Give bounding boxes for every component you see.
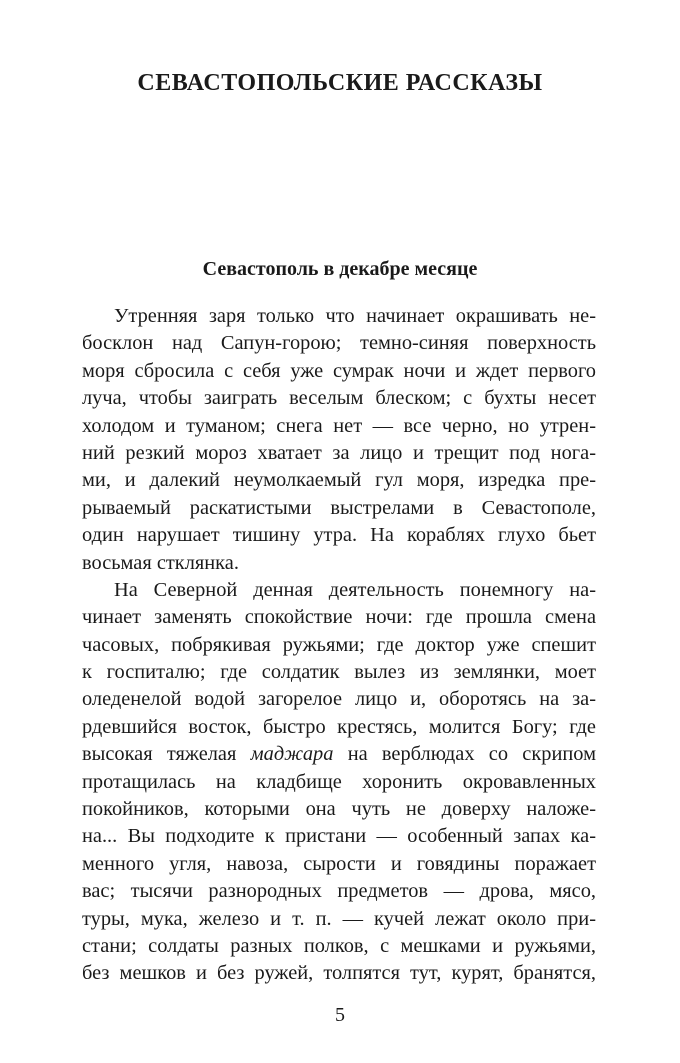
- text-line: луча, чтобы заиграть веселым блеском; с бухты несет: [82, 387, 596, 410]
- text-line: чинает заменять спокойствие ночи: где прошла смена: [82, 606, 596, 629]
- text-segment: на верблюдах со скрипом: [333, 743, 596, 766]
- text-line: ми, и далекий неумолкаемый гул моря, изредка пре-: [82, 469, 596, 492]
- book-title: СЕВАСТОПОЛЬСКИЕ РАССКАЗЫ: [137, 70, 543, 96]
- text-line: Утренняя заря только что начинает окрашивать не-: [114, 305, 596, 327]
- text-line: босклон над Сапун-горою; темно-синяя поверхность: [82, 332, 596, 355]
- text-line: покойников, которыми она чуть не доверху наложе-: [82, 798, 596, 821]
- body-text: [82, 303, 596, 988]
- text-line: на... Вы подходите к пристани — особенный запах ка-: [82, 825, 596, 848]
- text-line: моря сбросила с себя уже сумрак ночи и ждет первого: [82, 359, 596, 382]
- text-line: менного угля, навоза, сырости и говядины поражает: [82, 852, 596, 875]
- text-line: без мешков и без ружей, толпятся тут, курят, бранятся,: [82, 962, 596, 985]
- text-line: к госпиталю; где солдатик вылез из землянки, моет: [82, 661, 596, 684]
- text-line: ний резкий мороз хватает за лицо и трещит под нога-: [82, 441, 596, 464]
- page-number: 5: [335, 1004, 345, 1026]
- text-segment: высокая тяжелая: [82, 743, 251, 766]
- text-line: На Северной денная деятельность понемногу на-: [114, 578, 596, 601]
- text-line: рдевшийся восток, быстро крестясь, молится Богу; где: [82, 715, 596, 738]
- text-line: один нарушает тишину утра. На кораблях глухо бьет: [82, 524, 596, 547]
- text-line: оледенелой водой загорелое лицо и, оборотясь на за-: [82, 688, 596, 711]
- text-line: часовых, побрякивая ружьями; где доктор уже спешит: [82, 633, 596, 656]
- text-line: вас; тысячи разнородных предметов — дрова, мясо,: [82, 880, 596, 903]
- text-line: стани; солдаты разных полков, с мешками и ружьями,: [82, 934, 596, 957]
- text-line: протащилась на кладбище хоронить окровавленных: [82, 770, 596, 793]
- text-line: восьмая стклянка.: [82, 551, 239, 574]
- text-line: туры, мука, железо и т. п. — кучей лежат около при-: [82, 907, 596, 930]
- text-line: холодом и туманом; снега нет — все черно, но утрен-: [82, 414, 596, 437]
- chapter-title: Севастополь в декабре месяце: [202, 258, 478, 280]
- italic-word: маджара: [250, 743, 334, 766]
- text-line: [82, 741, 596, 768]
- text-line: рываемый раскатистыми выстрелами в Севастополе,: [82, 496, 596, 519]
